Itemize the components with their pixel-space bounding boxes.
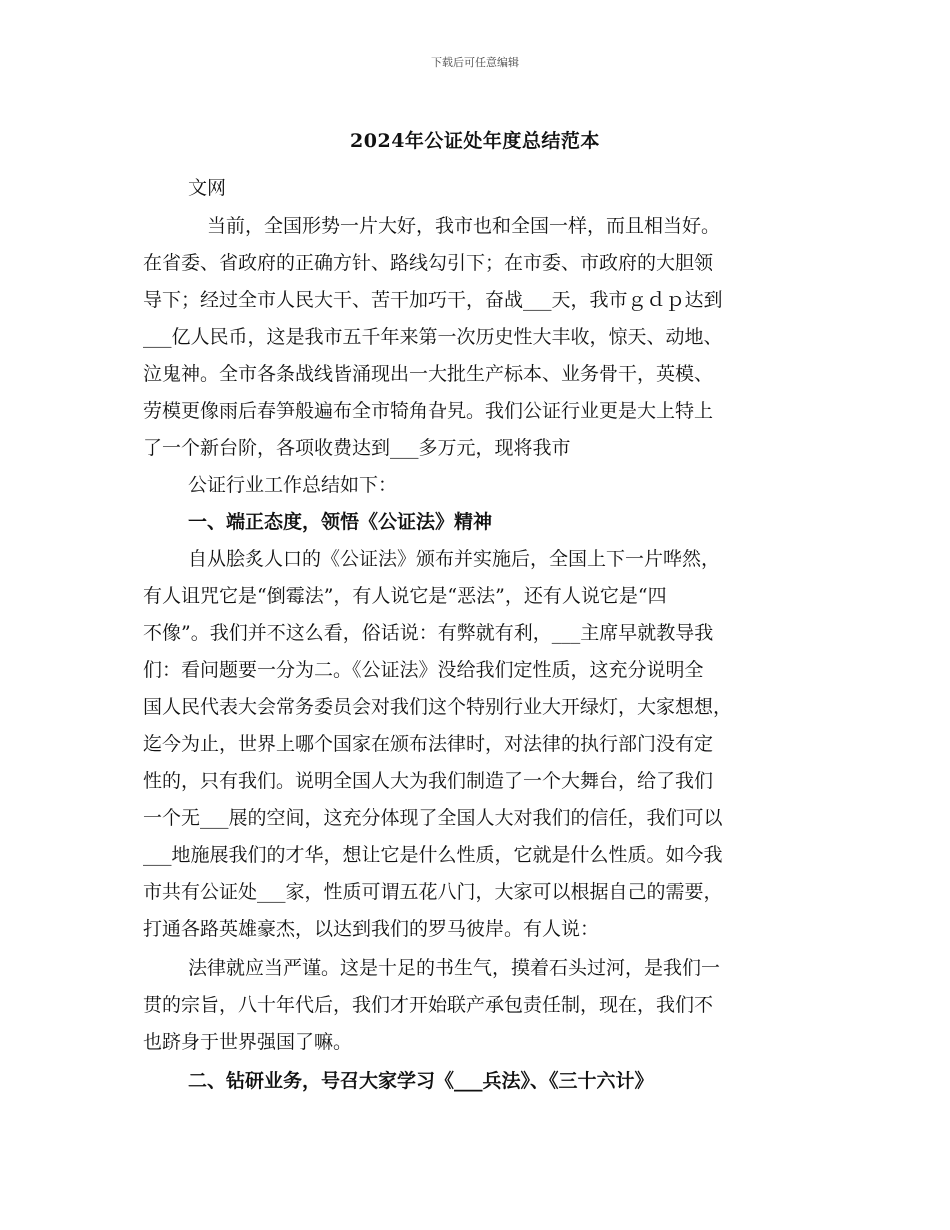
header-note: 下载后可任意编辑	[431, 56, 519, 69]
author-line: 文网	[188, 177, 227, 199]
body-line: 自从脍炙人口的《公证法》颁布并实施后，全国上下一片哗然，	[188, 548, 721, 570]
body-line: 公证行业工作总结如下：	[188, 474, 398, 496]
section-heading: 一、端正态度，领悟《公证法》精神	[188, 511, 493, 533]
body-line: 有人诅咒它是“倒霉法”，有人说它是“恶法”，还有人说它是“四	[143, 585, 667, 607]
body-line: 泣鬼神。全市各条战线皆涌现出一大批生产标本、业务骨干，英模、	[143, 363, 714, 385]
body-line: 导下；经过全市人民大干、苦干加巧干，奋战___天，我市ｇｄｐ达到	[143, 289, 723, 311]
body-line: 市共有公证处___家，性质可谓五花八门，大家可以根据自己的需要，	[143, 881, 723, 903]
body-line: 法律就应当严谨。这是十足的书生气，摸着石头过河，是我们一	[188, 957, 721, 979]
body-line: 国人民代表大会常务委员会对我们这个特别行业大开绿灯，大家想想，	[143, 696, 733, 718]
body-line: 贯的宗旨，八十年代后，我们才开始联产承包责任制，现在，我们不	[143, 994, 714, 1016]
body-line: ___地施展我们的才华，想让它是什么性质，它就是什么性质。如今我	[143, 844, 723, 866]
body-line: 一个无___展的空间，这充分体现了全国人大对我们的信任，我们可以	[143, 807, 723, 829]
body-line: 当前，全国形势一片大好，我市也和全国一样，而且相当好。	[207, 215, 721, 237]
section-heading: 二、钻研业务，号召大家学习《___兵法》、《三十六计》	[188, 1070, 654, 1092]
body-line: 不像”。我们并不这么看，俗话说：有弊就有利，___主席早就教导我	[143, 622, 714, 644]
body-line: 性的，只有我们。说明全国人大为我们制造了一个大舞台，给了我们	[143, 770, 714, 792]
document-title: 2024年公证处年度总结范本	[350, 130, 600, 152]
body-line: 打通各路英雄豪杰，以达到我们的罗马彼岸。有人说：	[143, 918, 600, 940]
body-line: ___亿人民币，这是我市五千年来第一次历史性大丰收，惊天、动地、	[143, 326, 723, 348]
body-line: 们：看问题要一分为二。《公证法》没给我们定性质，这充分说明全	[143, 659, 704, 681]
body-line: 也跻身于世界强国了嘛。	[143, 1031, 353, 1053]
body-line: 了一个新台阶，各项收费达到___多万元，现将我市	[143, 437, 571, 459]
body-line: 在省委、省政府的正确方针、路线勾引下；在市委、市政府的大胆领	[143, 252, 714, 274]
body-line: 迄今为止，世界上哪个国家在颁布法律时，对法律的执行部门没有定	[143, 733, 714, 755]
body-line: 劳模更像雨后春笋般遍布全市犄角旮旯。我们公证行业更是大上特上	[143, 400, 714, 422]
